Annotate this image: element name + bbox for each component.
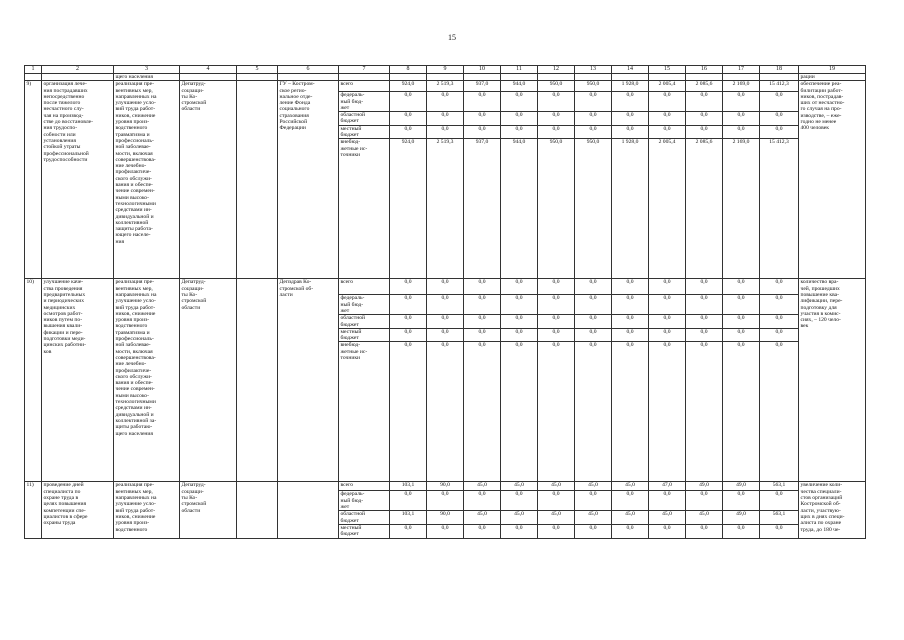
funding-value: 0,0 — [501, 279, 538, 295]
funding-value: 0,0 — [427, 125, 464, 139]
funding-value: 45,0 — [464, 482, 501, 491]
funding-source: всего — [339, 482, 390, 491]
funding-value: 0,0 — [760, 125, 799, 139]
funding-value: 0,0 — [649, 342, 686, 482]
funding-value: 0,0 — [649, 125, 686, 139]
funding-value: 0,0 — [723, 342, 760, 482]
funding-value: 90,0 — [427, 511, 464, 525]
column-number-7: 7 — [339, 66, 390, 74]
funding-value: 0,0 — [538, 125, 575, 139]
funding-value: 1 928,0 — [612, 139, 649, 279]
expected-result: количество вра- чей, прошедших повышение ква- лификации, пере- подготовку для участия в комис- сиях, – 120 чело- век — [799, 279, 866, 482]
funding-value: 0,0 — [501, 125, 538, 139]
task-description: реализация пре- вентивных мер, направленных на улучшение усло- вий труда работ- ников, снижение уровня произ- водственного травматизма и профессиональ- ной заболевае- мости, включая совершенствова- ние лечебно- профилактиче- ского обслужи- вания и обеспе- чение современ- ными высоко- технологичными средствами ин- дивидуальной и коллективной за- щиты работаю- щего населения — [114, 279, 180, 482]
funding-value: 0,0 — [427, 491, 464, 511]
funding-value: 0,0 — [575, 125, 612, 139]
funding-value: 0,0 — [501, 92, 538, 112]
col5-blank — [237, 279, 278, 482]
funding-value: 950,0 — [575, 139, 612, 279]
col5-blank — [237, 482, 278, 538]
funding-value: 0,0 — [760, 295, 799, 315]
funding-value: 49,0 — [723, 511, 760, 525]
funding-value: 0,0 — [501, 295, 538, 315]
page-number: 15 — [448, 33, 456, 42]
funding-value: 45,0 — [686, 511, 723, 525]
funding-value: 2 519,3 — [427, 139, 464, 279]
funding-value: 0,0 — [427, 295, 464, 315]
funding-value: 0,0 — [686, 295, 723, 315]
funding-value: 2 169,0 — [723, 139, 760, 279]
funding-source: федераль- ный бюд- жет — [339, 92, 390, 112]
funding-value: 49,0 — [723, 482, 760, 491]
funding-value: 45,0 — [501, 511, 538, 525]
funding-value: 0,0 — [575, 92, 612, 112]
funding-source: всего — [339, 81, 390, 92]
funding-value: 0,0 — [390, 125, 427, 139]
funding-value: 0,0 — [501, 524, 538, 538]
funding-value: 0,0 — [612, 328, 649, 342]
funding-row — [25, 482, 866, 491]
funding-source: областной бюджет — [339, 112, 390, 126]
funding-value: 0,0 — [649, 295, 686, 315]
funding-value: 0,0 — [612, 315, 649, 329]
funding-source: областной бюджет — [339, 315, 390, 329]
funding-value: 0,0 — [501, 328, 538, 342]
carry-over-row — [25, 74, 866, 81]
funding-value: 0,0 — [760, 92, 799, 112]
funding-value: 0,0 — [612, 279, 649, 295]
funding-value: 0,0 — [538, 315, 575, 329]
funding-value: 0,0 — [760, 524, 799, 538]
column-number-19: 19 — [799, 66, 866, 74]
column-number-18: 18 — [760, 66, 799, 74]
funding-value: 45,0 — [575, 482, 612, 491]
funding-value: 0,0 — [723, 112, 760, 126]
funding-value: 937,0 — [464, 139, 501, 279]
column-number-16: 16 — [686, 66, 723, 74]
funding-value: 0,0 — [464, 295, 501, 315]
funding-value: 924,0 — [390, 139, 427, 279]
funding-value: 0,0 — [464, 125, 501, 139]
funding-value: 0,0 — [575, 342, 612, 482]
column-number-3: 3 — [114, 66, 180, 74]
funding-value: 950,0 — [575, 81, 612, 92]
funding-value: 0,0 — [501, 491, 538, 511]
task-description: реализация пре- вентивных мер, направленных на улучшение усло- вий труда работ- ников, снижение уровня произ- водственного травматизма и профессиональ- ной заболевае- мости, включая совершенствова- ние лечебно- профилактиче- ского обслужи- вания и обеспе- чение современ- ными высоко- технологичными средствами ин- дивидуальной и коллективной защиты работа- ющего населе- ния — [114, 81, 180, 279]
funding-value: 563,1 — [760, 482, 799, 491]
funding-value: 0,0 — [427, 315, 464, 329]
funding-value: 0,0 — [427, 342, 464, 482]
funding-value: 1 928,0 — [612, 81, 649, 92]
funding-value: 0,0 — [723, 125, 760, 139]
funding-value: 0,0 — [760, 342, 799, 482]
funding-value: 0,0 — [538, 328, 575, 342]
funding-value: 924,0 — [390, 81, 427, 92]
funding-value: 0,0 — [390, 342, 427, 482]
funding-value: 563,1 — [760, 511, 799, 525]
funding-value: 0,0 — [390, 92, 427, 112]
row-number: 11) — [25, 482, 42, 538]
funding-value: 49,0 — [686, 482, 723, 491]
column-number-8: 8 — [390, 66, 427, 74]
column-number-13: 13 — [575, 66, 612, 74]
funding-value: 0,0 — [760, 315, 799, 329]
funding-value: 0,0 — [760, 279, 799, 295]
funding-value: 45,0 — [501, 482, 538, 491]
funding-value: 0,0 — [723, 524, 760, 538]
funding-value: 45,0 — [464, 511, 501, 525]
funding-value: 0,0 — [723, 92, 760, 112]
co-executor — [278, 482, 339, 538]
funding-value: 0,0 — [427, 328, 464, 342]
funding-value: 0,0 — [464, 279, 501, 295]
funding-value: 0,0 — [501, 315, 538, 329]
funding-value: 0,0 — [390, 524, 427, 538]
executor: Депатруд- соцзащи- ты Ко- стромской области — [180, 482, 237, 538]
funding-value: 0,0 — [427, 279, 464, 295]
funding-value: 15 412,3 — [760, 139, 799, 279]
funding-value: 0,0 — [649, 112, 686, 126]
funding-value: 0,0 — [575, 315, 612, 329]
executor: Депатруд- соцзащи- ты Ко- стромской области — [180, 279, 237, 482]
funding-value: 0,0 — [575, 112, 612, 126]
funding-value: 0,0 — [649, 328, 686, 342]
funding-value: 944,0 — [501, 81, 538, 92]
funding-value: 0,0 — [464, 328, 501, 342]
funding-value: 0,0 — [686, 328, 723, 342]
funding-value: 0,0 — [612, 112, 649, 126]
measure-name: организация лече- ния пострадавших непосредственно после тяжелого несчастного слу- чая на производ- стве до восстановле- ния трудоспо- собности или установления стойкой утраты профессиональной трудоспособности — [42, 81, 114, 279]
funding-value: 45,0 — [538, 482, 575, 491]
funding-value: 2 085,6 — [686, 81, 723, 92]
funding-source: областной бюджет — [339, 511, 390, 525]
funding-value: 0,0 — [390, 315, 427, 329]
funding-value: 944,0 — [501, 139, 538, 279]
column-number-12: 12 — [538, 66, 575, 74]
funding-value: 45,0 — [612, 482, 649, 491]
funding-value: 0,0 — [612, 342, 649, 482]
funding-value: 0,0 — [649, 491, 686, 511]
measure-name: улучшение каче- ства проведения предварительных и периодических медицинских осмотров работ- ников путем по- вышения квали- фикации и пере- подготовки меди- цинских работни- ков — [42, 279, 114, 482]
funding-value: 90,0 — [427, 482, 464, 491]
funding-value: 0,0 — [575, 279, 612, 295]
funding-source: всего — [339, 279, 390, 295]
funding-value: 0,0 — [390, 328, 427, 342]
funding-value: 0,0 — [686, 92, 723, 112]
column-number-6: 6 — [278, 66, 339, 74]
executor: Депатруд- соцзащи- ты Ко- стромской области — [180, 81, 237, 279]
funding-value: 0,0 — [686, 112, 723, 126]
funding-value: 0,0 — [723, 491, 760, 511]
carry-over-task-text: щего населения — [114, 74, 180, 81]
task-description: реализация пре- вентивных мер, направленных на улучшение усло- вий труда работ- ников, снижение уровня произ- водственного — [114, 482, 180, 538]
funding-value: 0,0 — [760, 491, 799, 511]
funding-value: 45,0 — [612, 511, 649, 525]
funding-value: 103,1 — [390, 511, 427, 525]
co-executor: ГУ – Костром- ское регио- нальное отде- ление Фонда социального страхования Российской Федерации — [278, 81, 339, 279]
funding-value: 45,0 — [649, 511, 686, 525]
funding-value: 0,0 — [686, 315, 723, 329]
funding-value: 0,0 — [390, 491, 427, 511]
funding-value: 0,0 — [501, 112, 538, 126]
funding-value: 937,0 — [464, 81, 501, 92]
column-number-1: 1 — [25, 66, 42, 74]
funding-value: 2 519,3 — [427, 81, 464, 92]
funding-value: 950,0 — [538, 139, 575, 279]
funding-value: 2 169,0 — [723, 81, 760, 92]
funding-value: 950,0 — [538, 81, 575, 92]
column-number-2: 2 — [42, 66, 114, 74]
funding-value: 15 412,3 — [760, 81, 799, 92]
funding-value: 0,0 — [649, 92, 686, 112]
funding-value: 0,0 — [538, 342, 575, 482]
funding-row — [25, 279, 866, 295]
funding-value: 0,0 — [538, 491, 575, 511]
funding-value: 0,0 — [612, 92, 649, 112]
funding-value: 2 005,4 — [649, 139, 686, 279]
column-number-5: 5 — [237, 66, 278, 74]
funding-value: 0,0 — [501, 342, 538, 482]
column-number-9: 9 — [427, 66, 464, 74]
funding-value: 0,0 — [575, 524, 612, 538]
column-number-17: 17 — [723, 66, 760, 74]
funding-value: 0,0 — [538, 279, 575, 295]
funding-source: местный бюджет — [339, 524, 390, 538]
funding-value: 0,0 — [390, 295, 427, 315]
column-number-15: 15 — [649, 66, 686, 74]
co-executor: Депздрав Ко- стромской об- ласти — [278, 279, 339, 482]
funding-source: внебюд- жетные ис- точники — [339, 139, 390, 279]
column-number-11: 11 — [501, 66, 538, 74]
funding-value: 0,0 — [390, 279, 427, 295]
funding-value: 0,0 — [760, 112, 799, 126]
funding-value: 2 085,6 — [686, 139, 723, 279]
funding-value: 0,0 — [464, 524, 501, 538]
funding-value: 0,0 — [723, 295, 760, 315]
expected-result: обеспечение реа- билитации работ- ников, пострадав- ших от несчастно- го случая на про- изводстве, – еже- годно не менее 400 человек — [799, 81, 866, 279]
funding-value: 2 005,4 — [649, 81, 686, 92]
funding-value: 47,0 — [649, 482, 686, 491]
funding-row — [25, 81, 866, 92]
column-number-row — [25, 66, 866, 74]
measure-name: проведение дней специалиста по охране труда в целях повышения компетенции спе- циалистов в сфере охраны труда — [42, 482, 114, 538]
funding-value: 0,0 — [538, 524, 575, 538]
funding-value: 0,0 — [686, 279, 723, 295]
carry-over-result-text: рации — [799, 74, 866, 81]
funding-value: 0,0 — [723, 328, 760, 342]
funding-source: федераль- ный бюд- жет — [339, 491, 390, 511]
funding-value: 0,0 — [575, 328, 612, 342]
funding-value: 0,0 — [538, 112, 575, 126]
row-number: 10) — [25, 279, 42, 482]
funding-value: 0,0 — [538, 295, 575, 315]
funding-value: 0,0 — [612, 524, 649, 538]
funding-value: 0,0 — [723, 315, 760, 329]
funding-value: 0,0 — [649, 279, 686, 295]
funding-value: 0,0 — [723, 279, 760, 295]
funding-value: 45,0 — [575, 511, 612, 525]
column-number-14: 14 — [612, 66, 649, 74]
funding-source: внебюд- жетные ис- точники — [339, 342, 390, 482]
funding-value: 0,0 — [538, 92, 575, 112]
funding-value: 0,0 — [612, 491, 649, 511]
expected-result: увеличение коли- чества специали- стов организаций Костромской об- ласти, участвую- щих в днях специ- алиста по охране труда, до 180 че- — [799, 482, 866, 538]
funding-value: 0,0 — [686, 524, 723, 538]
column-number-4: 4 — [180, 66, 237, 74]
funding-value: 103,1 — [390, 482, 427, 491]
funding-value: 0,0 — [686, 125, 723, 139]
funding-value: 0,0 — [390, 112, 427, 126]
row-number: 9) — [25, 81, 42, 279]
funding-value: 0,0 — [760, 328, 799, 342]
program-table — [24, 65, 866, 539]
funding-value: 0,0 — [575, 491, 612, 511]
funding-value: 0,0 — [464, 315, 501, 329]
funding-value: 0,0 — [649, 524, 686, 538]
funding-value: 0,0 — [649, 315, 686, 329]
funding-value: 0,0 — [575, 295, 612, 315]
funding-value: 0,0 — [686, 491, 723, 511]
funding-value: 0,0 — [427, 112, 464, 126]
funding-value: 45,0 — [538, 511, 575, 525]
funding-value: 0,0 — [427, 524, 464, 538]
col5-blank — [237, 81, 278, 279]
funding-value: 0,0 — [612, 295, 649, 315]
funding-value: 0,0 — [427, 92, 464, 112]
funding-value: 0,0 — [686, 342, 723, 482]
funding-value: 0,0 — [464, 491, 501, 511]
funding-value: 0,0 — [464, 342, 501, 482]
funding-source: местный бюджет — [339, 328, 390, 342]
funding-source: федераль- ный бюд- жет — [339, 295, 390, 315]
funding-value: 0,0 — [464, 92, 501, 112]
funding-value: 0,0 — [464, 112, 501, 126]
funding-source: местный бюджет — [339, 125, 390, 139]
funding-value: 0,0 — [612, 125, 649, 139]
column-number-10: 10 — [464, 66, 501, 74]
